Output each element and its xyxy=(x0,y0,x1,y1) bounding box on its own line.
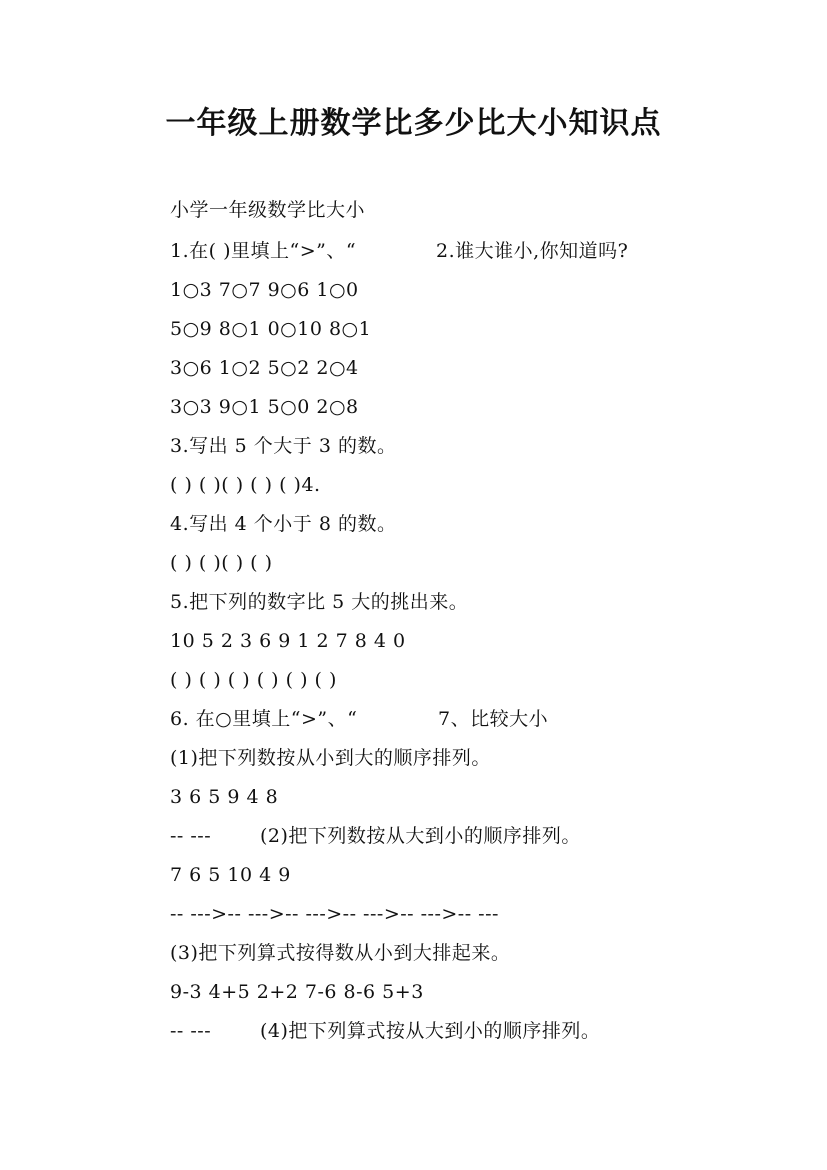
subquestion-1-numbers: 3 6 5 9 4 8 xyxy=(170,786,279,808)
question-5-answer-blanks: ( ) ( ) ( ) ( ) ( ) ( ) xyxy=(170,669,337,691)
question-7-prompt: 7、比较大小 xyxy=(438,708,549,730)
subquestion-3-prompt: (3)把下列算式按得数从小到大排起来。 xyxy=(170,942,511,964)
subquestion-2-answer-line: -- --->-- --->-- --->-- --->-- --->-- --- xyxy=(170,903,499,925)
subquestion-1-answer-line: -- --- xyxy=(170,825,212,847)
compare-row-4: 3○3 9○1 5○0 2○8 xyxy=(170,396,359,418)
subquestion-1-prompt: (1)把下列数按从小到大的顺序排列。 xyxy=(170,747,491,769)
section-heading: 小学一年级数学比大小 xyxy=(170,199,366,221)
question-2-prompt: 2.谁大谁小,你知道吗? xyxy=(436,240,629,262)
question-3-prompt: 3.写出 5 个大于 3 的数。 xyxy=(170,435,397,457)
question-3-answer-blanks: ( ) ( )( ) ( ) ( )4. xyxy=(170,474,321,496)
compare-row-3: 3○6 1○2 5○2 2○4 xyxy=(170,357,359,379)
subquestion-2-prompt: (2)把下列数按从大到小的顺序排列。 xyxy=(260,825,581,847)
question-1-prompt: 1.在( )里填上“>”、“ xyxy=(170,240,357,262)
question-5-numbers: 10 5 2 3 6 9 1 2 7 8 4 0 xyxy=(170,630,406,652)
compare-row-1: 1○3 7○7 9○6 1○0 xyxy=(170,279,359,301)
compare-row-2: 5○9 8○1 0○10 8○1 xyxy=(170,318,372,340)
question-6-prompt: 6. 在○里填上“>”、“ xyxy=(170,708,358,730)
question-5-prompt: 5.把下列的数字比 5 大的挑出来。 xyxy=(170,591,469,613)
subquestion-2-numbers: 7 6 5 10 4 9 xyxy=(170,864,291,886)
question-4-answer-blanks: ( ) ( )( ) ( ) xyxy=(170,552,273,574)
subquestion-3-expressions: 9-3 4+5 2+2 7-6 8-6 5+3 xyxy=(170,981,424,1003)
document-title: 一年级上册数学比多少比大小知识点 xyxy=(165,106,662,141)
subquestion-3-answer-line: -- --- xyxy=(170,1020,212,1042)
subquestion-4-prompt: (4)把下列算式按从大到小的顺序排列。 xyxy=(260,1020,601,1042)
question-4-prompt: 4.写出 4 个小于 8 的数。 xyxy=(170,513,397,535)
